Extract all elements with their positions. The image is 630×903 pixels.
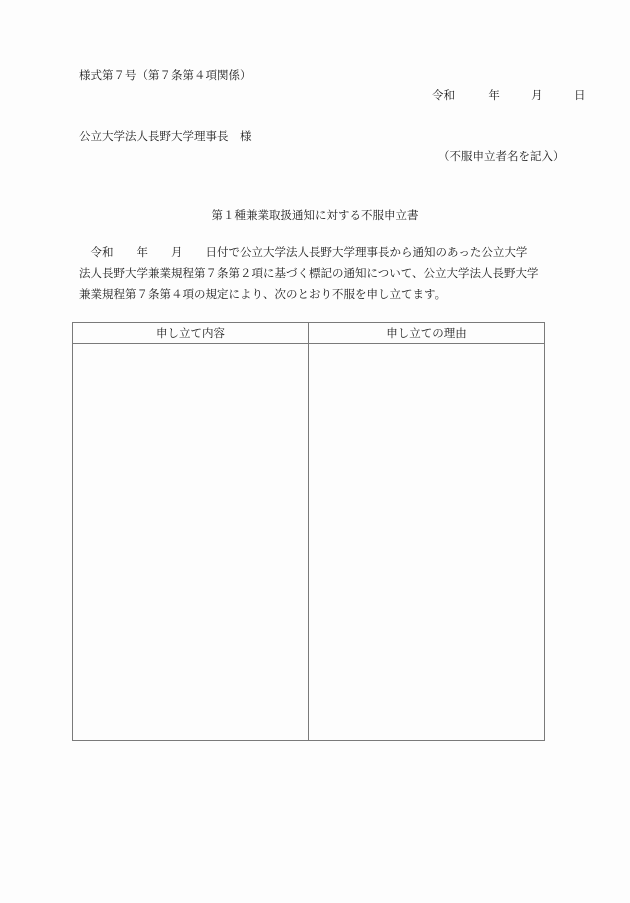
appeal-content-cell[interactable] <box>73 344 309 741</box>
applicant-name-note: （不服申立者名を記入） <box>438 149 565 163</box>
appeal-table <box>72 322 545 741</box>
body-paragraph <box>79 242 579 305</box>
table-header-row <box>73 323 545 344</box>
body-line: 法人長野大学兼業規程第７条第２項に基づく標記の通知について、公立大学法人長野大学 <box>79 266 539 280</box>
appeal-reason-cell[interactable] <box>309 344 545 741</box>
body-line: 兼業規程第７条第４項の規定により、次のとおり不服を申し立てます。 <box>79 287 447 301</box>
document-title: 第１種兼業取扱通知に対する不服申立書 <box>211 208 419 222</box>
date-day: 日 <box>573 88 586 102</box>
date-month: 月 <box>531 88 543 102</box>
date-era: 令和 <box>432 88 455 102</box>
date-line <box>432 87 585 103</box>
body-line: 令和 年 月 日付で公立大学法人長野大学理事長から通知のあった公立大学 <box>79 245 528 259</box>
table-row <box>73 344 545 741</box>
column-header-appeal-content: 申し立て内容 <box>73 323 309 344</box>
date-year: 年 <box>488 88 500 102</box>
addressee: 公立大学法人長野大学理事長 様 <box>79 129 252 143</box>
form-number: 様式第７号（第７条第４項関係） <box>79 68 252 82</box>
column-header-appeal-reason: 申し立ての理由 <box>309 323 545 344</box>
